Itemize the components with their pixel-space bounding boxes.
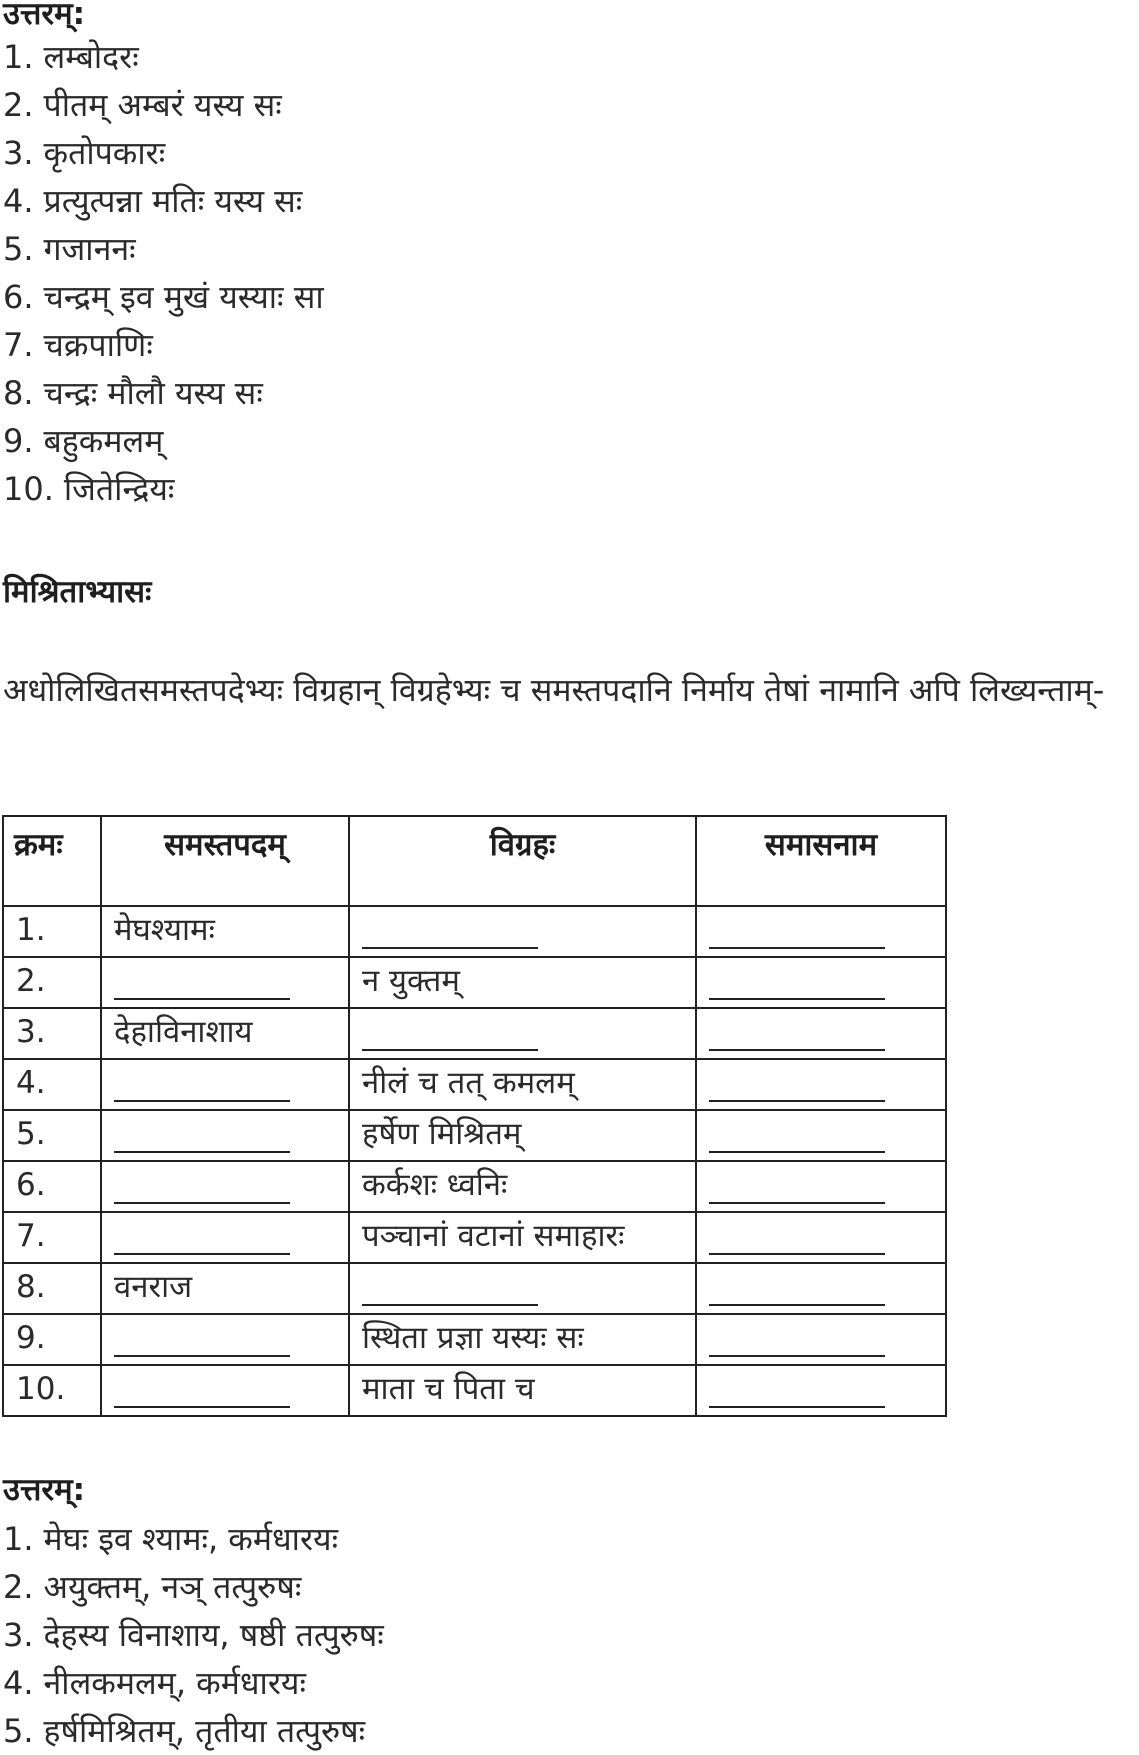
row-number: 7.	[3, 1212, 101, 1263]
samasanama-cell	[696, 1008, 946, 1059]
row-number: 5.	[3, 1110, 101, 1161]
table-row	[3, 1110, 946, 1161]
answer-blank[interactable]	[709, 1049, 885, 1051]
vigrahah-cell	[349, 906, 696, 957]
table-row	[3, 1059, 946, 1110]
list-item: 5. गजाननः	[3, 230, 136, 268]
table-row	[3, 1263, 946, 1314]
samastapadam-cell: देहाविनाशाय	[101, 1008, 349, 1059]
list-item: 2. पीतम् अम्बरं यस्य सः	[3, 86, 282, 124]
answers-list-1	[3, 33, 324, 513]
list-item: 4. प्रत्युत्पन्ना मतिः यस्य सः	[3, 182, 303, 220]
row-number: 6.	[3, 1161, 101, 1212]
samastapadam-cell	[101, 1212, 349, 1263]
samasanama-cell	[696, 906, 946, 957]
vigrahah-cell	[349, 1263, 696, 1314]
table-row	[3, 1008, 946, 1059]
list-item: 9. बहुकमलम्	[3, 422, 164, 460]
answer-blank[interactable]	[709, 1304, 885, 1306]
header-vigrahah: विग्रहः	[349, 816, 696, 906]
samastapadam-cell: वनराज	[101, 1263, 349, 1314]
header-samastapadam: समस्तपदम्	[101, 816, 349, 906]
row-number: 9.	[3, 1314, 101, 1365]
list-item: 3. कृतोपकारः	[3, 134, 166, 172]
samastapadam-cell	[101, 1314, 349, 1365]
table-row	[3, 1314, 946, 1365]
list-item: 1. लम्बोदरः	[3, 38, 139, 76]
samastapadam-cell	[101, 957, 349, 1008]
list-item: 5. हर्षमिश्रितम्, तृतीया तत्पुरुषः	[3, 1712, 366, 1750]
list-item: 1. मेघः इव श्यामः, कर्मधारयः	[3, 1520, 339, 1558]
list-item: 4. नीलकमलम्, कर्मधारयः	[3, 1664, 306, 1702]
samasanama-cell	[696, 1365, 946, 1416]
list-item: 7. चक्रपाणिः	[3, 326, 153, 364]
answer-blank[interactable]	[709, 1355, 885, 1357]
vigrahah-cell: कर्कशः ध्वनिः	[349, 1161, 696, 1212]
list-item: 3. देहस्य विनाशाय, षष्ठी तत्पुरुषः	[3, 1616, 384, 1654]
header-samasanama: समासनाम	[696, 816, 946, 906]
vigrahah-cell	[349, 1008, 696, 1059]
answer-blank[interactable]	[362, 1049, 538, 1051]
samasanama-cell	[696, 957, 946, 1008]
table-row	[3, 1365, 946, 1416]
samasanama-cell	[696, 1314, 946, 1365]
answer-blank[interactable]	[709, 998, 885, 1000]
answer-blank[interactable]	[709, 1202, 885, 1204]
samastapadam-cell	[101, 1059, 349, 1110]
samastapadam-cell	[101, 1365, 349, 1416]
samasanama-cell	[696, 1110, 946, 1161]
exercise-instruction: अधोलिखितसमस्तपदेभ्यः विग्रहान् विग्रहेभ्यः च समस्तपदानि निर्माय तेषां नामानि अपि लिख्यन्ताम्-	[3, 671, 1105, 709]
answer-blank[interactable]	[709, 1253, 885, 1255]
row-number: 2.	[3, 957, 101, 1008]
answer-blank[interactable]	[709, 947, 885, 949]
samastapadam-cell	[101, 1161, 349, 1212]
table-row	[3, 1212, 946, 1263]
answer-blank[interactable]	[114, 1100, 290, 1102]
samastapadam-cell	[101, 1110, 349, 1161]
answer-blank[interactable]	[362, 1304, 538, 1306]
vigrahah-cell: नीलं च तत् कमलम्	[349, 1059, 696, 1110]
table-row	[3, 906, 946, 957]
table-header-row	[3, 816, 946, 906]
row-number: 3.	[3, 1008, 101, 1059]
samasanama-cell	[696, 1212, 946, 1263]
vigrahah-cell: न युक्तम्	[349, 957, 696, 1008]
answer-blank[interactable]	[362, 947, 538, 949]
list-item: 8. चन्द्रः मौलौ यस्य सः	[3, 374, 263, 412]
answer-blank[interactable]	[709, 1406, 885, 1408]
samasanama-cell	[696, 1161, 946, 1212]
table-row	[3, 957, 946, 1008]
answers-heading-1: उत्तरम्:	[3, 0, 86, 32]
answers-heading-2: उत्तरम्:	[3, 1472, 86, 1508]
samastapadam-cell: मेघश्यामः	[101, 906, 349, 957]
answer-blank[interactable]	[114, 1151, 290, 1153]
answer-blank[interactable]	[114, 1406, 290, 1408]
vigrahah-cell: स्थिता प्रज्ञा यस्यः सः	[349, 1314, 696, 1365]
row-number: 1.	[3, 906, 101, 957]
answer-blank[interactable]	[114, 1202, 290, 1204]
header-kramah: क्रमः	[3, 816, 101, 906]
vigrahah-cell: हर्षेण मिश्रितम्	[349, 1110, 696, 1161]
samasanama-cell	[696, 1263, 946, 1314]
answers-list-2	[3, 1515, 384, 1755]
row-number: 10.	[3, 1365, 101, 1416]
list-item: 6. चन्द्रम् इव मुखं यस्याः सा	[3, 278, 324, 316]
answer-blank[interactable]	[114, 1355, 290, 1357]
answer-blank[interactable]	[114, 1253, 290, 1255]
row-number: 4.	[3, 1059, 101, 1110]
row-number: 8.	[3, 1263, 101, 1314]
answer-blank[interactable]	[114, 998, 290, 1000]
list-item: 10. जितेन्द्रियः	[3, 470, 175, 508]
mixed-exercise-heading: मिश्रिताभ्यासः	[3, 574, 152, 610]
table-row	[3, 1161, 946, 1212]
list-item: 2. अयुक्तम्, नञ् तत्पुरुषः	[3, 1568, 302, 1606]
answer-blank[interactable]	[709, 1100, 885, 1102]
samasanama-cell	[696, 1059, 946, 1110]
vigrahah-cell: पञ्चानां वटानां समाहारः	[349, 1212, 696, 1263]
exercise-table	[2, 815, 947, 1417]
vigrahah-cell: माता च पिता च	[349, 1365, 696, 1416]
answer-blank[interactable]	[709, 1151, 885, 1153]
